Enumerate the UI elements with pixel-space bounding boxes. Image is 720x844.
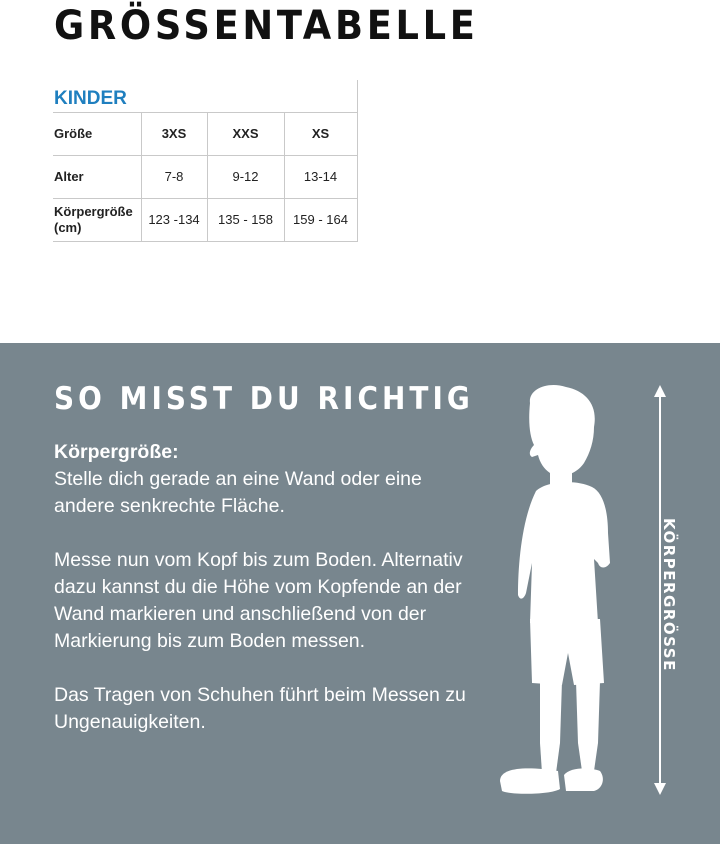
table-cell: 159 - 164 [284, 198, 357, 241]
table-section-title: KINDER [53, 80, 357, 112]
instruction-paragraph: Das Tragen von Schuhen führt beim Messen zu Ungenauigkeiten. [54, 684, 466, 733]
table-row-age [53, 155, 357, 198]
instruction-paragraph: Stelle dich gerade an eine Wand oder eine andere senkrechte Fläche. [54, 468, 422, 517]
measure-panel [0, 343, 720, 844]
measure-subhead: Körpergröße: [54, 441, 179, 463]
instruction-paragraph: Messe nun vom Kopf bis zum Boden. Alternativ dazu kannst du die Höhe vom Kopfende an der Wand markieren und anschließend von der Markierung bis zum Boden messen. [54, 549, 463, 652]
child-silhouette-icon [490, 383, 630, 803]
table-cell: XXS [207, 112, 284, 155]
row-label: Größe [53, 112, 141, 155]
height-label: KÖRPERGRÖSSE [660, 518, 678, 672]
size-table [53, 80, 358, 242]
measure-title: SO MISST DU RICHTIG [54, 381, 474, 417]
table-row-height [53, 198, 357, 241]
page-title: GRÖSSENTABELLE [54, 3, 479, 49]
table-cell: 9-12 [207, 155, 284, 198]
table-cell: 123 -134 [141, 198, 207, 241]
table-row-size [53, 112, 357, 155]
row-label: Alter [53, 155, 141, 198]
row-label: Körpergröße (cm) [53, 198, 141, 241]
table-cell: 13-14 [284, 155, 357, 198]
measure-instructions [54, 439, 474, 763]
table-cell: 135 - 158 [207, 198, 284, 241]
table-cell: 3XS [141, 112, 207, 155]
table-header-row [53, 80, 357, 112]
table-cell: XS [284, 112, 357, 155]
table-cell: 7-8 [141, 155, 207, 198]
